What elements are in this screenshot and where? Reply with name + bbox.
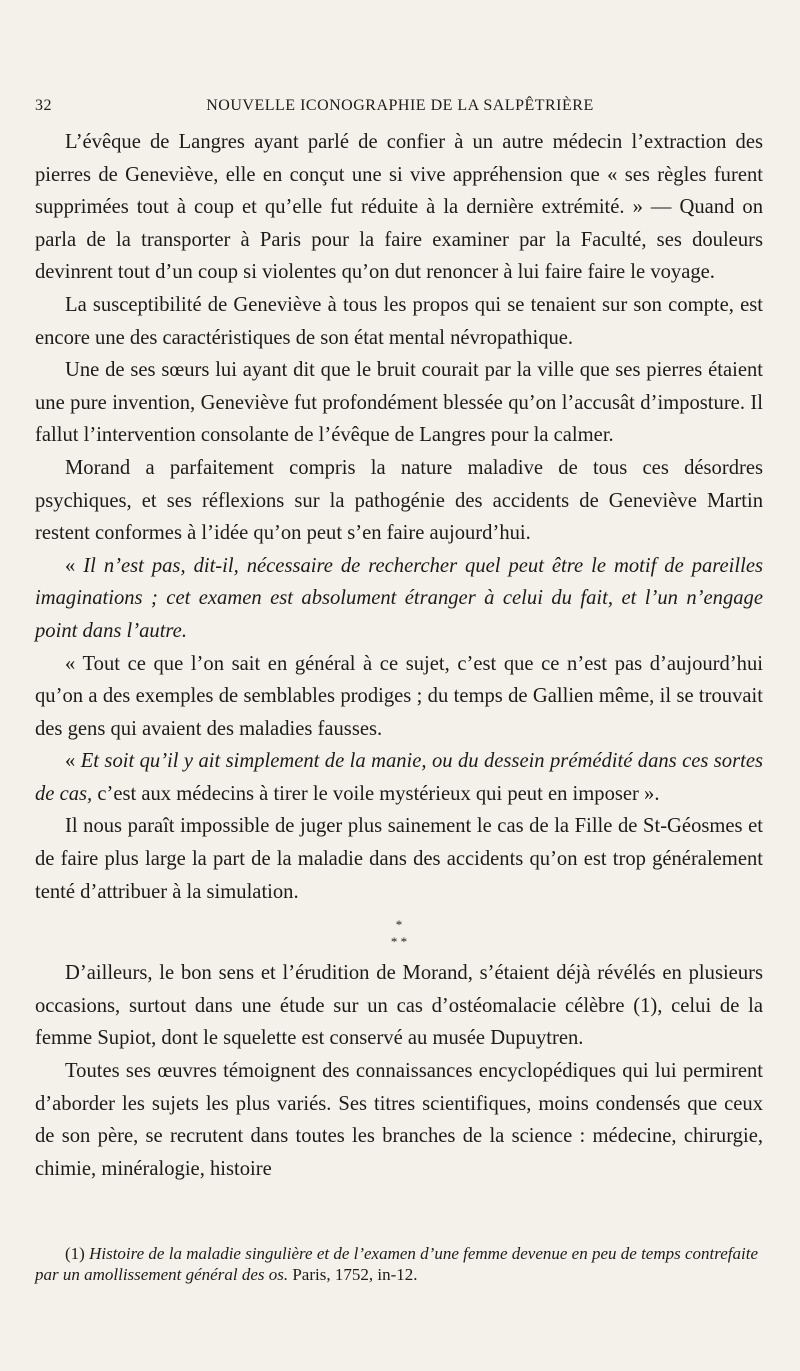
paragraph: Morand a parfaitement compris la nature maladive de tous ces désordres psychiques, et ses réflexions sur la pathogénie des accidents de Geneviève Martin restent conformes à l’idée qu’on peut s’en faire aujourd’hui. [35, 456, 763, 545]
paragraph: Toutes ses œuvres témoignent des connaissances encyclopédiques qui lui permirent d’aborder les sujets les plus variés. Ses titres scientifiques, moins condensés que ceux de son père, se recrutent dans toutes les branches de la science : médecine, chirurgie, chimie, minéralogie, histoire [35, 1060, 763, 1180]
paragraph: L’évêque de Langres ayant parlé de confier à un autre médecin l’extraction des pierres de Geneviève, elle en conçut une si vive appréhension que « ses règles furent supprimées tout à coup et qu’elle fut réduite à la dernière extrémité. » — Quand on parla de la transporter à Paris pour la faire examiner par la Faculté, ses douleurs devinrent tout d’un coup si violentes qu’on dut renoncer à lui faire faire le voyage. [35, 131, 763, 284]
footnote-title: Histoire de la maladie singulière et de l’examen d’une femme devenue en peu de temps contrefaite par un amollissement général des os. [35, 1244, 758, 1284]
quote-paragraph: « Tout ce que l’on sait en général à ce sujet, c’est que ce n’est pas d’aujourd’hui qu’on a des exemples de semblables prodiges ; du temps de Gallien même, il se trouvait des gens qui avaient des maladies fausses. [35, 652, 763, 740]
quote-italic: Il n’est pas, dit-il, nécessaire de rechercher quel peut être le motif de pareilles imaginations ; cet examen est absolument étranger à celui du fait, et l’un n’engage point dans l’autre. [35, 554, 763, 642]
paragraph: La susceptibilité de Geneviève à tous les propos qui se tenaient sur son compte, est encore une des caractéristiques de son état mental névropathique. [35, 293, 763, 349]
footnote-marker: (1) [65, 1244, 90, 1263]
quote-open: « [65, 554, 84, 577]
body-text [35, 126, 763, 1185]
asterism [35, 916, 763, 950]
footnote [35, 1243, 763, 1285]
page-header [35, 97, 765, 119]
asterism-top: * [395, 917, 403, 933]
quote-paragraph [35, 745, 763, 810]
asterism-bottom: * * [390, 934, 408, 950]
footnote-publication: Paris, 1752, in-12. [288, 1265, 418, 1284]
paragraph: Une de ses sœurs lui ayant dit que le bruit courait par la ville que ses pierres étaient une pure invention, Geneviève fut profondément blessée qu’on l’accusât d’imposture. Il fallut l’intervention consolante de l’évêque de Langres pour la calmer. [35, 359, 763, 447]
running-title: NOUVELLE ICONOGRAPHIE DE LA SALPÊTRIÈRE [206, 97, 594, 114]
paragraph: D’ailleurs, le bon sens et l’érudition de Morand, s’étaient déjà révélés en plusieurs occasions, surtout dans une étude sur un cas d’ostéomalacie célèbre (1), celui de la femme Supiot, dont le squelette est conservé au musée Dupuytren. [35, 962, 763, 1050]
paragraph: Il nous paraît impossible de juger plus sainement le cas de la Fille de St-Géosmes et de faire plus large la part de la maladie dans des accidents qu’on est trop généralement tenté d’attribuer à la simulation. [35, 815, 763, 903]
quote-open: « [65, 750, 81, 773]
quote-rest: c’est aux médecins à tirer le voile mystérieux qui peut en imposer ». [92, 782, 660, 805]
quote-italic: Et soit qu’il y ait simplement de la manie, ou du dessein prémédité dans ces sortes de cas, [35, 750, 763, 805]
page-number: 32 [35, 97, 52, 114]
quote-paragraph [35, 550, 763, 648]
